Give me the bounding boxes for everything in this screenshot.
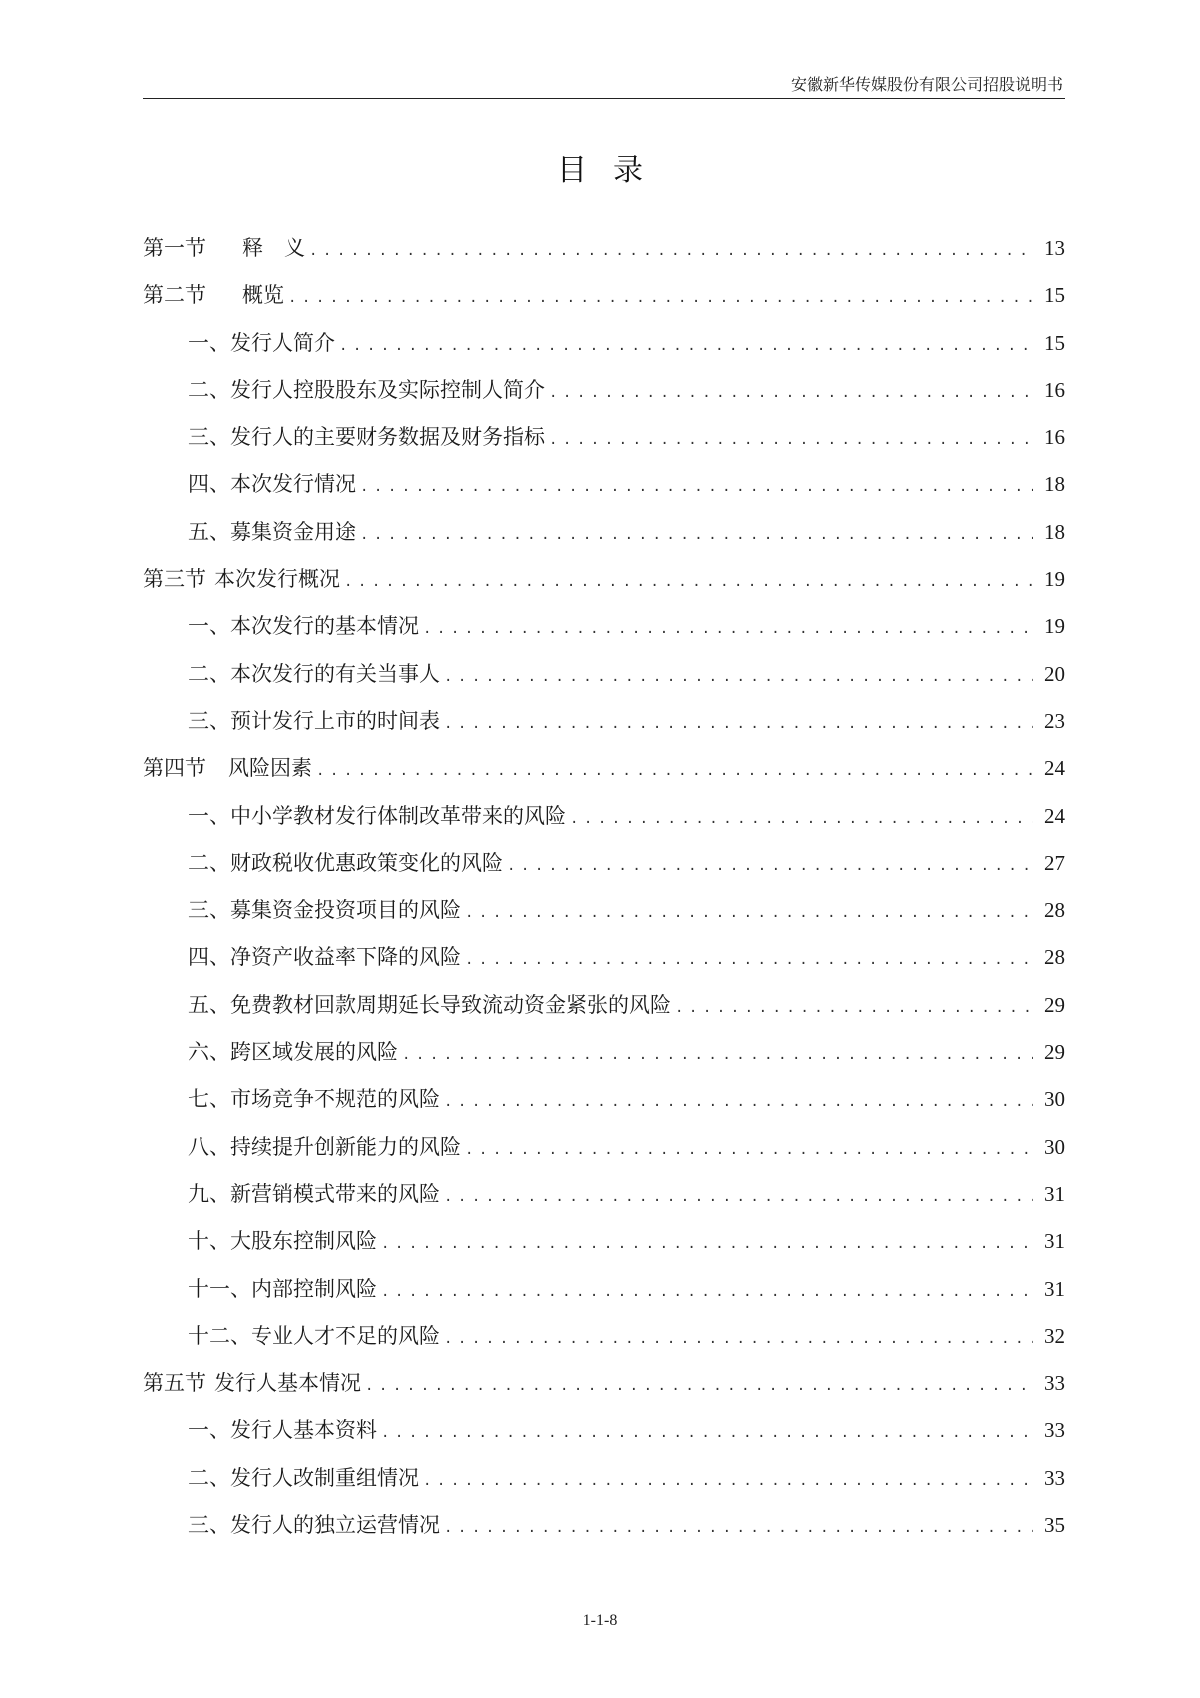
toc-dot-leader	[465, 952, 1033, 968]
toc-subsection-entry[interactable]	[143, 1320, 1065, 1367]
toc-dot-leader	[360, 479, 1033, 495]
toc-subsection-entry[interactable]	[143, 847, 1065, 894]
toc-dot-leader	[549, 432, 1033, 448]
toc-dot-leader	[402, 1047, 1033, 1063]
toc-dot-leader	[465, 1142, 1033, 1158]
toc-dot-leader	[309, 243, 1033, 259]
toc-dot-leader	[339, 338, 1033, 354]
toc-section-entry[interactable]	[143, 232, 1065, 279]
page-number: 1-1-8	[582, 1612, 618, 1629]
toc-subsection-entry[interactable]	[143, 1036, 1065, 1083]
toc-page-number: 31	[1044, 1229, 1065, 1254]
toc-subsection-entry[interactable]	[143, 1131, 1065, 1178]
toc-subsection-entry[interactable]	[143, 421, 1065, 468]
toc-subsection-entry[interactable]	[143, 468, 1065, 515]
toc-entry-label	[188, 1509, 440, 1539]
toc-dot-leader	[381, 1425, 1033, 1441]
toc-entry-text: 十二、专业人才不足的风险	[188, 1323, 440, 1348]
toc-entry-text: 二、发行人控股股东及实际控制人简介	[188, 377, 545, 402]
toc-entry-text: 一、中小学教材发行体制改革带来的风险	[188, 803, 566, 828]
toc-dot-leader	[360, 527, 1033, 543]
toc-page-number: 32	[1044, 1323, 1065, 1348]
toc-entry-label	[188, 610, 419, 640]
toc-entry-label	[188, 1225, 377, 1255]
toc-subsection-entry[interactable]	[143, 800, 1065, 847]
toc-entry-label	[188, 894, 461, 924]
toc-page-number: 31	[1044, 1276, 1065, 1301]
toc-title: 目录	[557, 153, 669, 188]
toc-subsection-entry[interactable]	[143, 1273, 1065, 1320]
toc-page-number: 16	[1044, 377, 1065, 402]
toc-entry-text: 四、净资产收益率下降的风险	[188, 945, 461, 970]
toc-entry-label	[188, 1273, 377, 1303]
toc-dot-leader	[288, 290, 1033, 306]
toc-page-number: 33	[1044, 1371, 1065, 1396]
toc-entry-text: 六、跨区域发展的风险	[188, 1040, 398, 1065]
toc-entry-label	[188, 989, 671, 1019]
toc-entry-label	[188, 327, 335, 357]
toc-entry-text: 三、募集资金投资项目的风险	[188, 898, 461, 923]
toc-entry-label	[188, 705, 440, 735]
toc-entry-text: 十一、内部控制风险	[188, 1276, 377, 1301]
toc-subsection-entry[interactable]	[143, 894, 1065, 941]
toc-dot-leader	[316, 763, 1033, 779]
toc-page-number: 24	[1044, 756, 1065, 781]
toc-subsection-entry[interactable]	[143, 1083, 1065, 1130]
toc-entry-label	[143, 752, 312, 782]
toc-subsection-entry[interactable]	[143, 327, 1065, 374]
toc-subsection-entry[interactable]	[143, 1178, 1065, 1225]
toc-page-number: 16	[1044, 425, 1065, 450]
toc-page-number: 29	[1044, 992, 1065, 1017]
toc-entry-label	[188, 1462, 419, 1492]
toc-entry-label	[188, 1131, 461, 1161]
toc-entry-text: 五、免费教材回款周期延长导致流动资金紧张的风险	[188, 992, 671, 1017]
toc-section-number: 第一节	[143, 236, 206, 260]
toc-page-number: 20	[1044, 661, 1065, 686]
toc-entry-text: 一、本次发行的基本情况	[188, 614, 419, 639]
toc-entry-text: 三、发行人的主要财务数据及财务指标	[188, 425, 545, 450]
toc-page-number: 33	[1044, 1465, 1065, 1490]
toc-entry-text: 三、预计发行上市的时间表	[188, 708, 440, 733]
toc-entry-text: 五、募集资金用途	[188, 519, 356, 544]
toc-page-number: 18	[1044, 472, 1065, 497]
toc-entry-label	[143, 279, 284, 309]
toc-section-entry[interactable]	[143, 752, 1065, 799]
toc-page-number: 28	[1044, 898, 1065, 923]
toc-dot-leader	[381, 1284, 1033, 1300]
toc-section-number: 第三节	[143, 567, 206, 592]
toc-entry-text: 发行人基本情况	[214, 1371, 361, 1396]
toc-entry-text: 八、持续提升创新能力的风险	[188, 1134, 461, 1159]
toc-entry-label	[188, 800, 566, 830]
toc-entry-label	[188, 1178, 440, 1208]
toc-subsection-entry[interactable]	[143, 705, 1065, 752]
toc-entry-label	[143, 1367, 361, 1397]
toc-dot-leader	[381, 1236, 1033, 1252]
toc-entry-label	[188, 516, 356, 546]
toc-entry-label	[188, 421, 545, 451]
toc-entry-label	[188, 1320, 440, 1350]
toc-dot-leader	[444, 1520, 1033, 1536]
toc-page-number: 31	[1044, 1181, 1065, 1206]
toc-subsection-entry[interactable]	[143, 1462, 1065, 1509]
toc-page-number: 13	[1044, 236, 1065, 260]
page-header	[143, 70, 1065, 99]
toc-dot-leader	[365, 1378, 1033, 1394]
toc-section-entry[interactable]	[143, 279, 1065, 326]
toc-entry-text: 本次发行概况	[214, 567, 340, 592]
toc-page-number: 27	[1044, 850, 1065, 875]
toc-page-number: 19	[1044, 614, 1065, 639]
toc-entry-text: 二、发行人改制重组情况	[188, 1465, 419, 1490]
toc-entry-text: 七、市场竞争不规范的风险	[188, 1087, 440, 1112]
toc-page-number: 15	[1044, 330, 1065, 355]
toc-subsection-entry[interactable]	[143, 1225, 1065, 1272]
toc-dot-leader	[344, 574, 1033, 590]
toc-section-number: 第二节	[143, 283, 206, 308]
toc-dot-leader	[423, 621, 1033, 637]
toc-section-number: 第四节	[143, 756, 206, 781]
toc-page-number: 28	[1044, 945, 1065, 970]
toc-entry-text: 释 义	[242, 236, 305, 260]
toc-entry-label	[188, 1083, 440, 1113]
toc-page-number: 30	[1044, 1134, 1065, 1159]
toc-dot-leader	[549, 385, 1033, 401]
toc-dot-leader	[465, 905, 1033, 921]
toc-entry-label	[188, 847, 503, 877]
toc-subsection-entry[interactable]	[143, 374, 1065, 421]
toc-dot-leader	[444, 1189, 1033, 1205]
toc-page-number: 18	[1044, 519, 1065, 544]
toc-dot-leader	[444, 669, 1033, 685]
toc-dot-leader	[423, 1473, 1033, 1489]
toc-entry-label	[188, 1414, 377, 1444]
toc-dot-leader	[444, 1094, 1033, 1110]
toc-subsection-entry[interactable]	[143, 610, 1065, 657]
header-company-title: 安徽新华传媒股份有限公司招股说明书	[790, 75, 1063, 94]
toc-page-number: 30	[1044, 1087, 1065, 1112]
toc-section-entry[interactable]	[143, 1367, 1065, 1414]
toc-entry-text: 四、本次发行情况	[188, 472, 356, 497]
toc-page-number: 24	[1044, 803, 1065, 828]
toc-page-number: 35	[1044, 1513, 1065, 1538]
toc-section-entry[interactable]	[143, 563, 1065, 610]
toc-subsection-entry[interactable]	[143, 658, 1065, 705]
toc-dot-leader	[444, 1331, 1033, 1347]
toc-dot-leader	[675, 1000, 1033, 1016]
toc-entry-text: 一、发行人简介	[188, 330, 335, 355]
toc-entry-label	[143, 563, 340, 593]
toc-entry-text: 风险因素	[228, 756, 312, 781]
toc-entry-text: 一、发行人基本资料	[188, 1418, 377, 1443]
toc-subsection-entry[interactable]	[143, 1414, 1065, 1461]
toc-subsection-entry[interactable]	[143, 1509, 1065, 1556]
toc-entry-text: 九、新营销模式带来的风险	[188, 1181, 440, 1206]
table-of-contents	[143, 232, 1065, 1556]
toc-dot-leader	[570, 811, 1033, 827]
toc-entry-label	[188, 374, 545, 404]
toc-entry-label	[188, 941, 461, 971]
toc-page-number: 23	[1044, 708, 1065, 733]
toc-entry-label	[188, 468, 356, 498]
toc-entry-text: 二、财政税收优惠政策变化的风险	[188, 850, 503, 875]
toc-page-number: 15	[1044, 283, 1065, 308]
toc-section-number: 第五节	[143, 1371, 206, 1396]
toc-subsection-entry[interactable]	[143, 516, 1065, 563]
toc-page-number: 19	[1044, 567, 1065, 592]
toc-subsection-entry[interactable]	[143, 989, 1065, 1036]
toc-page-number: 29	[1044, 1040, 1065, 1065]
toc-entry-text: 十、大股东控制风险	[188, 1229, 377, 1254]
toc-entry-label	[188, 658, 440, 688]
toc-subsection-entry[interactable]	[143, 941, 1065, 988]
toc-dot-leader	[507, 858, 1033, 874]
toc-entry-text: 概览	[242, 283, 284, 308]
toc-entry-text: 三、发行人的独立运营情况	[188, 1513, 440, 1538]
toc-page-number: 33	[1044, 1418, 1065, 1443]
toc-entry-label	[143, 232, 305, 262]
toc-entry-label	[188, 1036, 398, 1066]
toc-dot-leader	[444, 716, 1033, 732]
toc-entry-text: 二、本次发行的有关当事人	[188, 661, 440, 686]
